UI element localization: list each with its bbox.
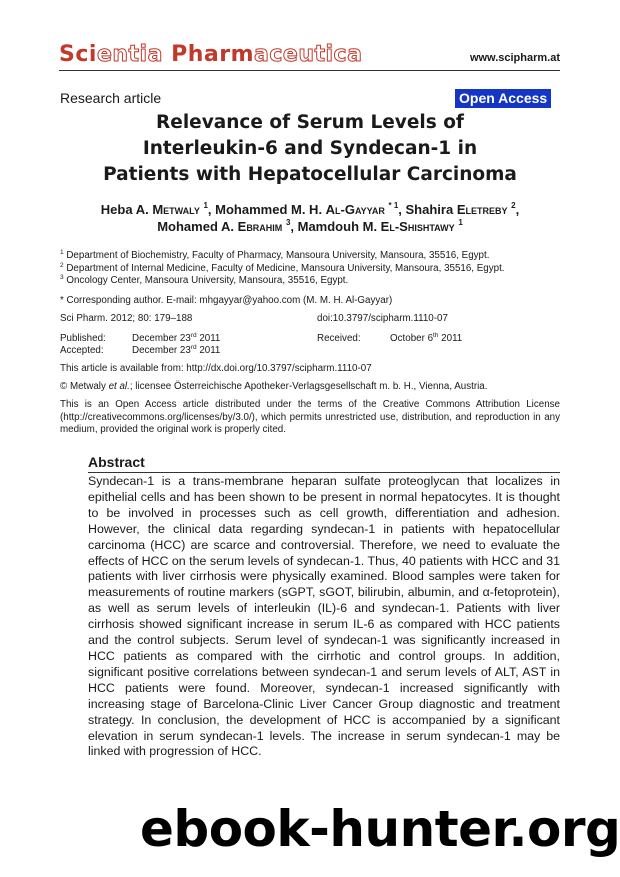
logo-part-1: Sci bbox=[59, 42, 97, 67]
watermark-text: ebook-hunter.org bbox=[140, 800, 620, 858]
received-date: October 6th 2011 bbox=[390, 332, 463, 344]
abstract-text: Syndecan-1 is a trans-membrane heparan sulfate proteoglycan that localizes in epithelial cells and has been shown to be present in normal hepatocytes. It is thought to be involved in processes such as cell growth, differentiation and adhesion. However, the clinical data regarding syndecan-1 in patients with hepatocellular carcinoma (HCC) are scarce and controversial. Therefore, we need to evaluate the effects of HCC on the serum levels of syndecan-1. Thus, 40 patients with HCC and 31 patients with liver cirrhosis were physically examined. Blood samples were taken for measurements of routine markers (sGPT, sGOT, bilirubin, albumin, and α-fetoprotein), as well as serum levels of interleukin (IL)-6 and syndecan-1. Patients with liver cirrhosis showed significant increase in serum IL-6 as compared with HCC patients and the control subjects. Serum level of syndecan-1 was significantly increased in HCC patients as compared with the cirrhotic and control groups. In addition, significant positive correlations between syndecan-1 and serum levels of ALT, AST in HCC patients were found. Moreover, syndecan-1 increased significantly with increasing stage of Barcelona-Clinic Liver Cancer Group diagnostic and treatment strategy. In conclusion, the development of HCC is accompanied by a significant elevation in serum syndecan-1 levels. The increase in serum syndecan-1 may be linked with progression of HCC. bbox=[88, 474, 560, 759]
open-access-badge: Open Access bbox=[455, 89, 551, 108]
doi: doi:10.3797/scipharm.1110-07 bbox=[317, 313, 448, 324]
abstract-heading: Abstract bbox=[88, 454, 145, 470]
logo-part-2: entia bbox=[96, 42, 163, 67]
corresponding-author: * Corresponding author. E-mail: mhgayyar@yahoo.com (M. M. H. Al-Gayyar) bbox=[60, 295, 393, 306]
license-note: This is an Open Access article distributed under the terms of the Creative Commons Attribution License (http://creativecommons.org/licenses/by/3.0/), which permits unrestricted use, distribution, and reproduction in any medium, provided the original work is properly cited. bbox=[60, 399, 560, 435]
title-line: Relevance of Serum Levels of bbox=[156, 112, 464, 133]
accepted-label: Accepted: bbox=[60, 345, 104, 356]
author: Heba A. Metwaly $^1$, bbox=[100, 201, 216, 217]
author: Mohammed M. H. Al-Gayyar $^{* 1}$, bbox=[215, 201, 406, 217]
author-line-1 bbox=[60, 201, 560, 218]
affiliation: $^1$ Department of Biochemistry, Faculty of Pharmacy, Mansoura University, Mansoura, 35516, Egypt. bbox=[60, 249, 490, 261]
citation: Sci Pharm. 2012; 80: 179–188 bbox=[60, 313, 193, 324]
title-line: Interleukin-6 and Syndecan-1 in bbox=[142, 138, 478, 159]
author: Mamdouh M. El-Shishtawy $^1$ bbox=[297, 218, 463, 234]
affiliations bbox=[60, 250, 505, 288]
published-date: December 23rd 2011 bbox=[132, 332, 221, 344]
abstract-rule bbox=[88, 472, 560, 473]
accepted-date: December 23rd 2011 bbox=[132, 344, 221, 356]
author: Mohamed A. Ebrahim $^3$, bbox=[157, 218, 298, 234]
author-list bbox=[60, 201, 560, 235]
logo-part-4: aceutica bbox=[254, 42, 363, 67]
article-title bbox=[60, 110, 560, 188]
affiliation: $^3$ Oncology Center, Mansoura University, Mansoura, 35516, Egypt. bbox=[60, 274, 349, 286]
copyright-note: © Metwaly et al.; licensee Österreichische Apotheker-Verlagsgesellschaft m. b. H., Vienna, Austria. bbox=[60, 381, 488, 392]
affiliation: $^2$ Department of Internal Medicine, Faculty of Medicine, Mansoura University, Mansoura, 35516, Egypt. bbox=[60, 261, 505, 274]
journal-logo bbox=[59, 42, 362, 67]
logo-part-3: Pharm bbox=[162, 42, 255, 67]
title-line: Patients with Hepatocellular Carcinoma bbox=[103, 164, 517, 185]
availability-note: This article is available from: http://dx.doi.org/10.3797/scipharm.1110-07 bbox=[60, 363, 372, 374]
author-line-2 bbox=[60, 218, 560, 235]
article-type: Research article bbox=[60, 90, 162, 106]
journal-website[interactable]: www.scipharm.at bbox=[469, 52, 560, 64]
author: Shahira Eletreby $^2$, bbox=[405, 201, 520, 217]
received-label: Received: bbox=[317, 333, 361, 344]
published-label: Published: bbox=[60, 333, 106, 344]
header-rule bbox=[59, 70, 560, 71]
